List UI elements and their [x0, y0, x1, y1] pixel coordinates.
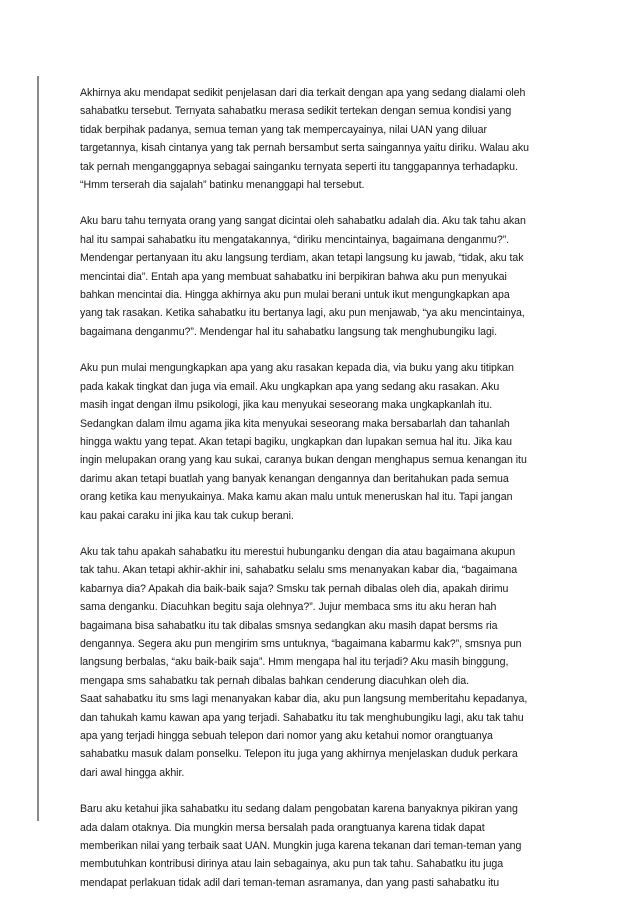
text-line: kau pakai caraku ini jika kau tak cukup berani. — [80, 509, 294, 522]
text-line: bagaimana bisa sahabatku itu tak dibalas smsnya sedangkan aku masih dapat bersms ria — [80, 619, 498, 632]
text-line: membutuhkan kontribusi dirinya atau lain sebagainya, aku pun tak tahu. Sahabatku itu juga — [80, 858, 504, 871]
text-line: mencintai dia”. Entah apa yang membuat sahabatku ini berpikiran bahwa aku pun menyukai — [80, 270, 507, 283]
text-line: dan tahukah kamu kawan apa yang terjadi. Sahabatku itu tak menghubungiku lagi, aku tak tahu — [80, 711, 524, 724]
text-line: hingga waktu yang tepat. Akan tetapi bagiku, ungkapkan dan lupakan semua hal itu. Jika kau — [80, 435, 512, 448]
text-line: sahabatku tersebut. Ternyata sahabatku merasa sedikit tertekan dengan semua kondisi yang — [80, 105, 512, 118]
text-line: mendapat perlakuan tidak adil dari teman-teman asramanya, dan yang pasti sahabatku itu — [80, 876, 500, 889]
text-line: Saat sahabatku itu sms lagi menanyakan kabar dia, aku pun langsung memberitahu kepadanya, — [80, 693, 528, 706]
text-line: targetannya, kisah cintanya yang tak pernah bersambut serta saingannya yaitu diriku. Walau aku — [80, 142, 529, 155]
text-line: “Hmm terserah dia sajalah” batinku menanggapi hal tersebut. — [80, 179, 365, 192]
text-line: Aku baru tahu ternyata orang yang sangat dicintai oleh sahabatku adalah dia. Aku tak tahu akan — [80, 215, 526, 228]
paragraph — [80, 543, 570, 782]
text-line: tak pernah menganggapnya sebagai sainganku ternyata seperti itu tanggapannya terhadapku. — [80, 160, 518, 173]
paragraph — [80, 84, 570, 194]
text-line: Baru aku ketahui jika sahabatku itu sedang dalam pengobatan karena banyaknya pikiran yang — [80, 803, 518, 816]
text-line: Sedangkan dalam ilmu agama jika kita menyukai seseorang maka bersabarlah dan tahanlah — [80, 417, 510, 430]
text-line: langsung berbalas, “aku baik-baik saja”. Hmm mengapa hal itu terjadi? Aku masih binggung, — [80, 656, 509, 669]
text-line: bahkan mencintai dia. Hingga akhirnya aku pun mulai berani untuk ikut mengungkapkan apa — [80, 289, 510, 302]
text-line: tidak berpihak padanya, semua teman yang tak mempercayainya, nilai UAN yang diluar — [80, 123, 487, 136]
text-line: masih ingat dengan ilmu psikologi, jika kau menyukai seseorang maka ungkapkanlah itu. — [80, 399, 493, 412]
text-line: ingin melupakan orang yang kau sukai, caranya bukan dengan menghapus semua kenangan itu — [80, 454, 527, 467]
left-margin-rule — [37, 76, 39, 821]
paragraph — [80, 212, 570, 341]
text-line: kabarnya dia? Apakah dia baik-baik saja? Smsku tak pernah dibalas oleh dia, apakah dirimu — [80, 582, 509, 595]
text-line: Aku tak tahu apakah sahabatku itu merestui hubunganku dengan dia atau bagaimana akupun — [80, 545, 516, 558]
text-line: apa yang terjadi hingga sebuah telepon dari nomor yang aku ketahui nomor orangtuanya — [80, 730, 493, 742]
text-line: Akhirnya aku mendapat sedikit penjelasan dari dia terkait dengan apa yang sedang dialami oleh — [80, 87, 526, 99]
text-line: tak tahu. Akan tetapi akhir-akhir ini, sahabatku selalu sms menanyakan kabar dia, “bagaimana — [80, 564, 518, 577]
text-line: dengannya. Segera aku pun mengirim sms untuknya, “bagaimana kabarmu kak?”, smsnya pun — [80, 637, 522, 650]
text-line: Aku pun mulai mengungkapkan apa yang aku rasakan kepada dia, via buku yang aku titipkan — [80, 362, 514, 375]
paragraph — [80, 359, 570, 525]
text-line: sahabatku masuk dalam ponselku. Telepon itu juga yang akhirnya menjelaskan duduk perkara — [80, 748, 518, 761]
text-line: pada kakak tingkat dan juga via email. Aku ungkapkan apa yang sedang aku rasakan. Aku — [80, 380, 500, 393]
text-line: memberikan nilai yang terbaik saat UAN. Mungkin juga karena tekanan dari teman-teman yang — [80, 840, 522, 853]
text-line: Mendengar pertanyaan itu aku langsung terdiam, akan tetapi langsung ku jawab, “tidak, aku tak — [80, 252, 524, 265]
text-line: bagaimana denganmu?”. Mendengar hal itu sahabatku langsung tak menghubungiku lagi. — [80, 325, 498, 338]
text-line: darimu akan tetapi buatlah yang banyak kenangan dengannya dan beritahukan pada semua — [80, 472, 509, 485]
text-line: dari awal hingga akhir. — [80, 766, 185, 779]
text-line: sama denganku. Diacuhkan begitu saja olehnya?”. Jujur membaca sms itu aku heran hah — [80, 601, 497, 614]
text-line: mengapa sms sahabatku tak pernah dibalas bahkan cenderung diacuhkan oleh dia. — [80, 674, 469, 687]
text-line: hal itu sampai sahabatku itu mengatakannya, “diriku mencintainya, bagaimana denganmu?”. — [80, 233, 510, 246]
text-line: ada dalam otaknya. Dia mungkin mersa bersalah pada orangtuanya karena tidak dapat — [80, 821, 485, 834]
document-body — [80, 84, 570, 892]
text-line: orang ketika kau menyukainya. Maka kamu akan malu untuk meneruskan hal itu. Tapi jangan — [80, 491, 513, 504]
paragraph — [80, 800, 570, 892]
text-line: yang tak rasakan. Ketika sahabatku itu bertanya lagi, aku pun menjawab, “ya aku mencintainya, — [80, 307, 525, 320]
